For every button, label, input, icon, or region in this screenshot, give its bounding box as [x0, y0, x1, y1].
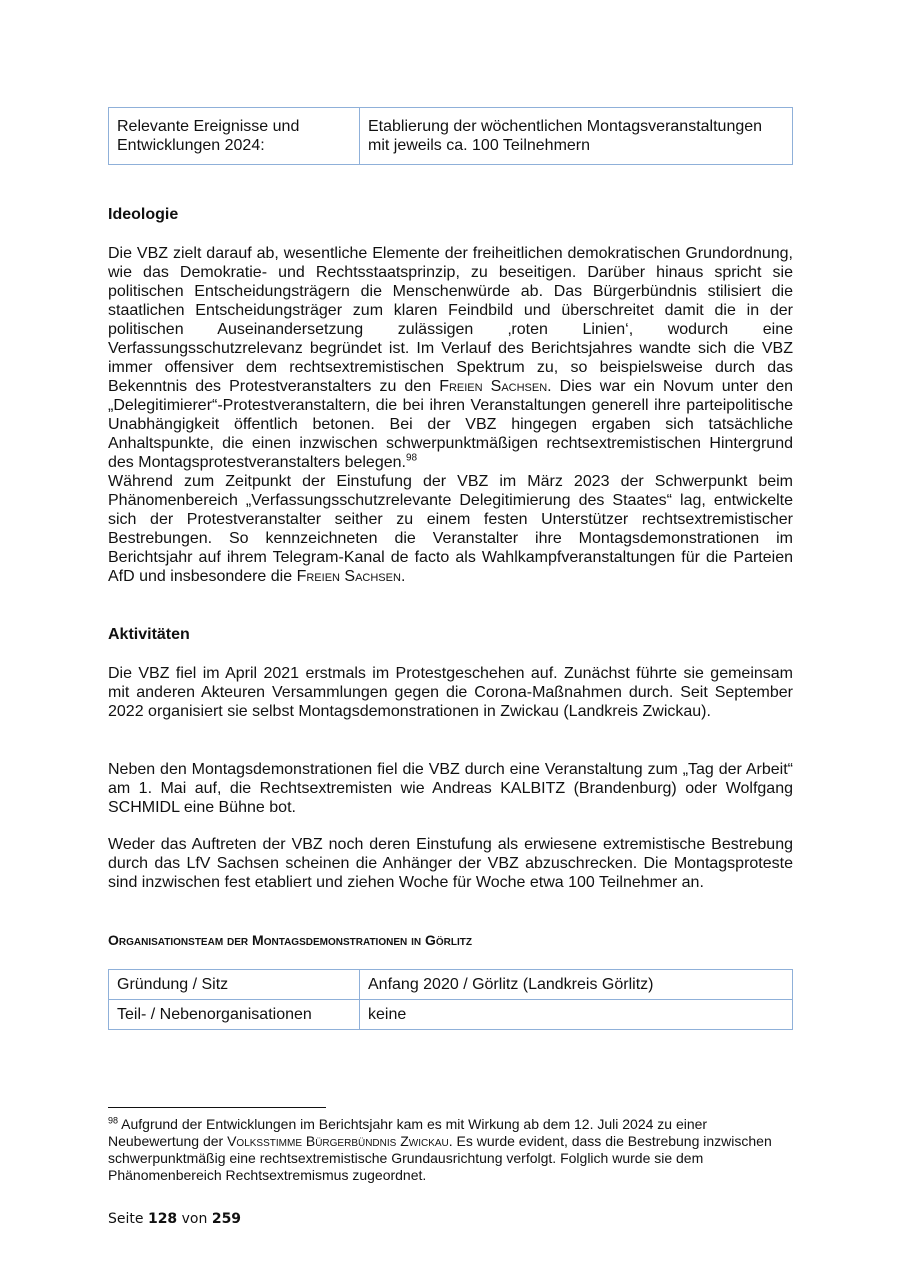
table-cell-label: Teil- / Nebenorganisationen — [109, 1000, 360, 1030]
organisation-table — [108, 969, 793, 1030]
table-row — [109, 108, 793, 165]
events-table — [108, 107, 793, 165]
table-cell-value: Anfang 2020 / Görlitz (Landkreis Görlitz) — [360, 970, 793, 1000]
ideologie-paragraph-1 — [108, 244, 793, 586]
table-row — [109, 1000, 793, 1030]
table-row — [109, 970, 793, 1000]
events-label-cell: Relevante Ereignisse und Entwicklungen 2024: — [109, 108, 360, 165]
ideologie-text-d: . — [400, 568, 406, 585]
page-prefix: Seite — [108, 1211, 144, 1227]
page-separator: von — [181, 1211, 208, 1227]
footnote-text-b: . Es wurde evident, dass die Bestrebung inzwischen schwerpunktmäßig eine rechtsextremistische Grundausrichtung verfolgt. Folglich wurde sie dem Phänomenbereich Rechtsextremismus zugeordnet. — [108, 1133, 772, 1183]
events-value-cell: Etablierung der wöchentlichen Montagsveranstaltungen mit jeweils ca. 100 Teilnehmern — [360, 108, 793, 165]
page-total: 259 — [211, 1211, 242, 1227]
footnote-number: 98 — [108, 1115, 119, 1126]
ideologie-text-c: Während zum Zeitpunkt der Einstufung der VBZ im März 2023 der Schwerpunkt beim Phänomenbereich „Verfassungsschutzrelevante Delegitimierung des Staates“ lag, entwickelte sich der Protestveranstalter seither zu einem festen Unterstützer rechtsextremistischer Bestrebungen. So kennzeichneten die Veranstalter ihre Montagsdemonstrationen im Berichtsjahr auf ihrem Telegram-Kanal de facto als Wahlkampfveranstaltungen für die Parteien AfD und insbesondere die — [108, 473, 793, 585]
table-cell-label: Gründung / Sitz — [109, 970, 360, 1000]
footnote-reference[interactable]: 98 — [405, 452, 418, 464]
section-heading-ideologie: Ideologie — [108, 206, 179, 223]
section-heading-aktivitaeten: Aktivitäten — [108, 626, 190, 643]
footnote-98 — [108, 1116, 793, 1184]
ideologie-text-a: Die VBZ zielt darauf ab, wesentliche Elemente der freiheitlichen demokratischen Grundordnung, wie das Demokratie- und Rechtsstaatsprinzip, zu beseitigen. Darüber hinaus spricht sie politischen Entscheidungsträgern die Menschenwürde ab. Das Bürgerbündnis stilisiert die staatlichen Entscheidungsträger zum klaren Feindbild und überschreitet damit die in der politischen Auseinandersetzung zulässigen ‚roten Linien‘, wodurch eine Verfassungsschutzrelevanz begründet ist. Im Verlauf des Berichtsjahres wandte sich die VBZ immer offensiver dem rechtsextremistischen Spektrum zu, so beispielsweise durch das Bekenntnis des Protestveranstalters zu den — [108, 245, 793, 395]
footnote-divider — [108, 1107, 326, 1108]
organisation-heading: Organisationsteam der Montagsdemonstrationen in Görlitz — [108, 932, 472, 948]
ideologie-text-b: . Dies war ein Novum unter den „Delegitimierer“-Protestveranstaltern, die bei ihren Veranstaltungen generell ihre parteipolitische Unabhängigkeit öffentlich betonen. Bei der VBZ hingegen ergaben sich tatsächliche Anhaltspunkte, die einen inzwischen schwerpunktmäßigen rechtsextremistischen Hintergrund des Montagsprotestveranstalters belegen. — [108, 378, 793, 471]
page-current: 128 — [147, 1211, 178, 1227]
footnote-org-name: Volksstimme Bürgerbündnis Zwickau — [227, 1133, 449, 1149]
footnote-text-a: Aufgrund der Entwicklungen im Berichtsjahr kam es mit Wirkung ab dem 12. Juli 2024 zu einer Neubewertung der — [108, 1116, 708, 1149]
aktivitaeten-paragraph-3: Weder das Auftreten der VBZ noch deren Einstufung als erwiesene extremistische Bestrebung durch das LfV Sachsen scheinen die Anhänger der VBZ abzuschrecken. Die Montagsproteste sind inzwischen fest etabliert und ziehen Woche für Woche etwa 100 Teilnehmer an. — [108, 836, 793, 891]
org-name-freie-sachsen: Freien Sachsen — [439, 378, 548, 395]
aktivitaeten-paragraph-1: Die VBZ fiel im April 2021 erstmals im Protestgeschehen auf. Zunächst führte sie gemeinsam mit anderen Akteuren Versammlungen gegen die Corona-Maßnahmen durch. Seit September 2022 organisiert sie selbst Montagsdemonstrationen in Zwickau (Landkreis Zwickau). — [108, 665, 793, 720]
org-name-freie-sachsen-2: Freien Sachsen — [296, 568, 401, 585]
aktivitaeten-paragraph-2: Neben den Montagsdemonstrationen fiel die VBZ durch eine Veranstaltung zum „Tag der Arbeit“ am 1. Mai auf, die Rechtsextremisten wie Andreas KALBITZ (Brandenburg) oder Wolfgang SCHMIDL eine Bühne bot. — [108, 761, 793, 816]
page-number — [108, 1210, 241, 1228]
table-cell-value: keine — [360, 1000, 793, 1030]
